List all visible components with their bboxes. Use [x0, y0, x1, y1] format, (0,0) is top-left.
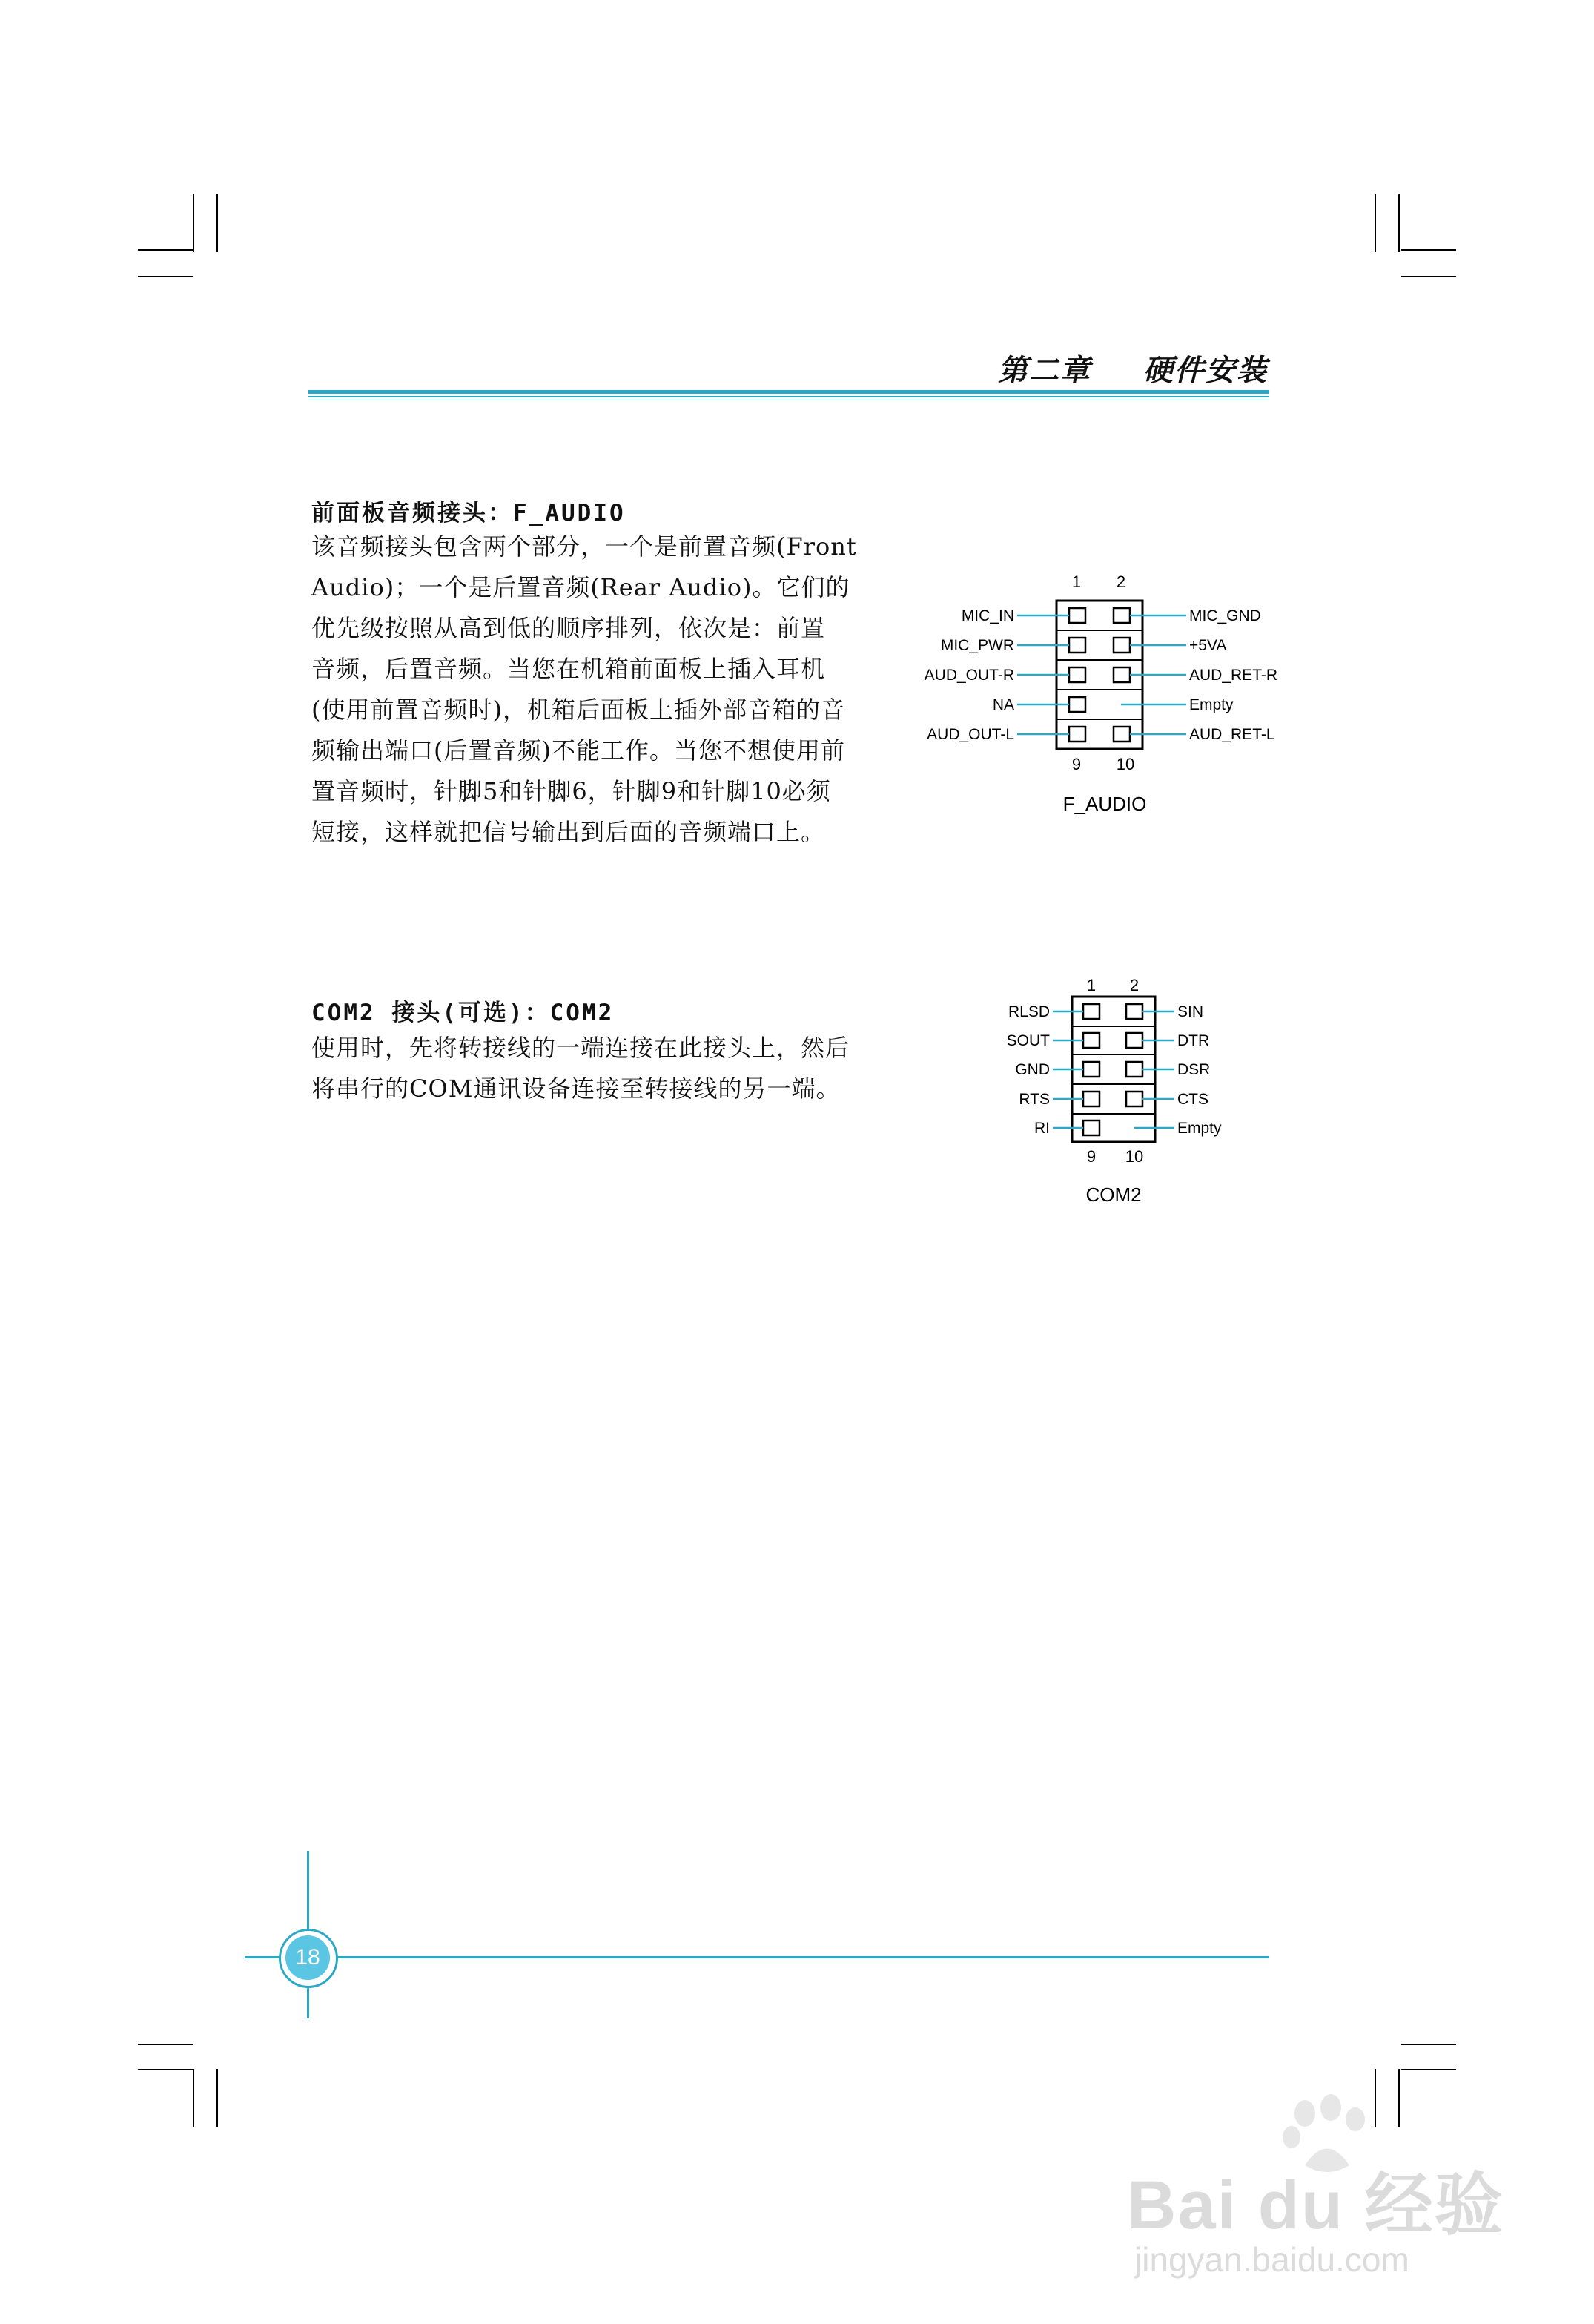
crop-mark	[216, 2069, 218, 2127]
pin-number-2: 2	[1129, 976, 1140, 994]
chapter-label: 第二章	[998, 354, 1091, 388]
crop-mark	[138, 2044, 193, 2045]
crop-mark	[1401, 2044, 1456, 2045]
crop-mark	[1401, 249, 1456, 251]
crop-mark	[138, 2069, 193, 2070]
com2-diagram	[964, 964, 1260, 1216]
watermark-url: jingyan.baidu.com	[1134, 2240, 1409, 2279]
crop-mark	[193, 2069, 194, 2127]
text-line: 短接，这样就把信号输出到后面的音频端口上。	[311, 818, 826, 846]
pin-label: SIN	[1177, 1003, 1204, 1020]
com2-title: COM2 接头(可选)：COM2	[311, 1000, 615, 1026]
pin-label: DSR	[1177, 1061, 1211, 1078]
text-line: 置音频时，针脚5和针脚6，针脚9和针脚10必须	[311, 777, 831, 805]
text-line: (使用前置音频时)，机箱后面板上插外部音箱的音	[311, 696, 845, 724]
chapter-header	[998, 347, 1268, 389]
pin-label: GND	[1015, 1061, 1050, 1078]
f-audio-description	[311, 526, 905, 853]
pin-label: Empty	[1189, 696, 1234, 713]
text-line: 使用时，先将转接线的一端连接在此接头上，然后	[311, 1034, 850, 1062]
crop-mark	[138, 249, 193, 251]
pin-number-1: 1	[1071, 572, 1082, 591]
watermark	[1127, 2091, 1512, 2284]
crop-mark	[1375, 194, 1376, 252]
text-line: Audio)；一个是后置音频(Rear Audio)。它们的	[311, 573, 850, 601]
text-line: 将串行的COM通讯设备连接至转接线的另一端。	[311, 1074, 841, 1103]
pin-label: AUD_OUT-L	[927, 726, 1014, 743]
footer-rule	[245, 1956, 1269, 1958]
pin-label: RLSD	[1008, 1003, 1050, 1020]
pin-label: NA	[992, 696, 1014, 713]
pin-label: SOUT	[1006, 1032, 1050, 1049]
pin-number-2: 2	[1116, 572, 1126, 591]
pin-label: MIC_IN	[961, 607, 1014, 624]
pin-label: RI	[1034, 1120, 1050, 1137]
pin-label: +5VA	[1189, 637, 1227, 654]
pin-number-9: 9	[1071, 755, 1082, 773]
pin-label: AUD_RET-L	[1189, 726, 1275, 743]
diagram-caption: F_AUDIO	[1062, 793, 1147, 815]
section-label: 硬件安装	[1143, 354, 1268, 388]
pin-label: MIC_GND	[1189, 607, 1261, 624]
crop-mark	[1401, 2069, 1456, 2070]
pin-label: CTS	[1177, 1091, 1208, 1108]
pin-label: AUD_OUT-R	[924, 667, 1014, 684]
header-rule-thin	[308, 396, 1269, 397]
header-rule	[308, 390, 1269, 394]
text-line: 频输出端口(后置音频)不能工作。当您不想使用前	[311, 736, 845, 765]
com2-description	[311, 1028, 905, 1109]
text-line: 音频，后置音频。当您在机箱前面板上插入耳机	[311, 655, 826, 683]
pin-label: DTR	[1177, 1032, 1210, 1049]
pin-label: AUD_RET-R	[1189, 667, 1278, 684]
diagram-caption: COM2	[1085, 1184, 1142, 1206]
pin-number-10: 10	[1125, 1147, 1144, 1166]
pin-label: RTS	[1019, 1091, 1050, 1108]
pin-number-9: 9	[1086, 1147, 1097, 1166]
crop-mark	[1398, 194, 1400, 252]
crop-mark	[193, 194, 194, 252]
pin-label: Empty	[1177, 1120, 1222, 1137]
watermark-brand: Bai du 经验	[1127, 2168, 1504, 2243]
crop-mark	[216, 194, 218, 252]
crop-mark	[1401, 276, 1456, 277]
f-audio-title: 前面板音频接头：F_AUDIO	[311, 500, 626, 526]
f-audio-diagram	[890, 564, 1305, 831]
crop-mark	[138, 276, 193, 277]
text-line: 优先级按照从高到低的顺序排列，依次是：前置	[311, 614, 826, 642]
pin-number-1: 1	[1086, 976, 1097, 994]
text-line: 该音频接头包含两个部分，一个是前置音频(Front	[311, 532, 857, 561]
pin-label: MIC_PWR	[940, 637, 1014, 654]
page-number: 18	[285, 1935, 330, 1980]
pin-number-10: 10	[1116, 755, 1135, 773]
